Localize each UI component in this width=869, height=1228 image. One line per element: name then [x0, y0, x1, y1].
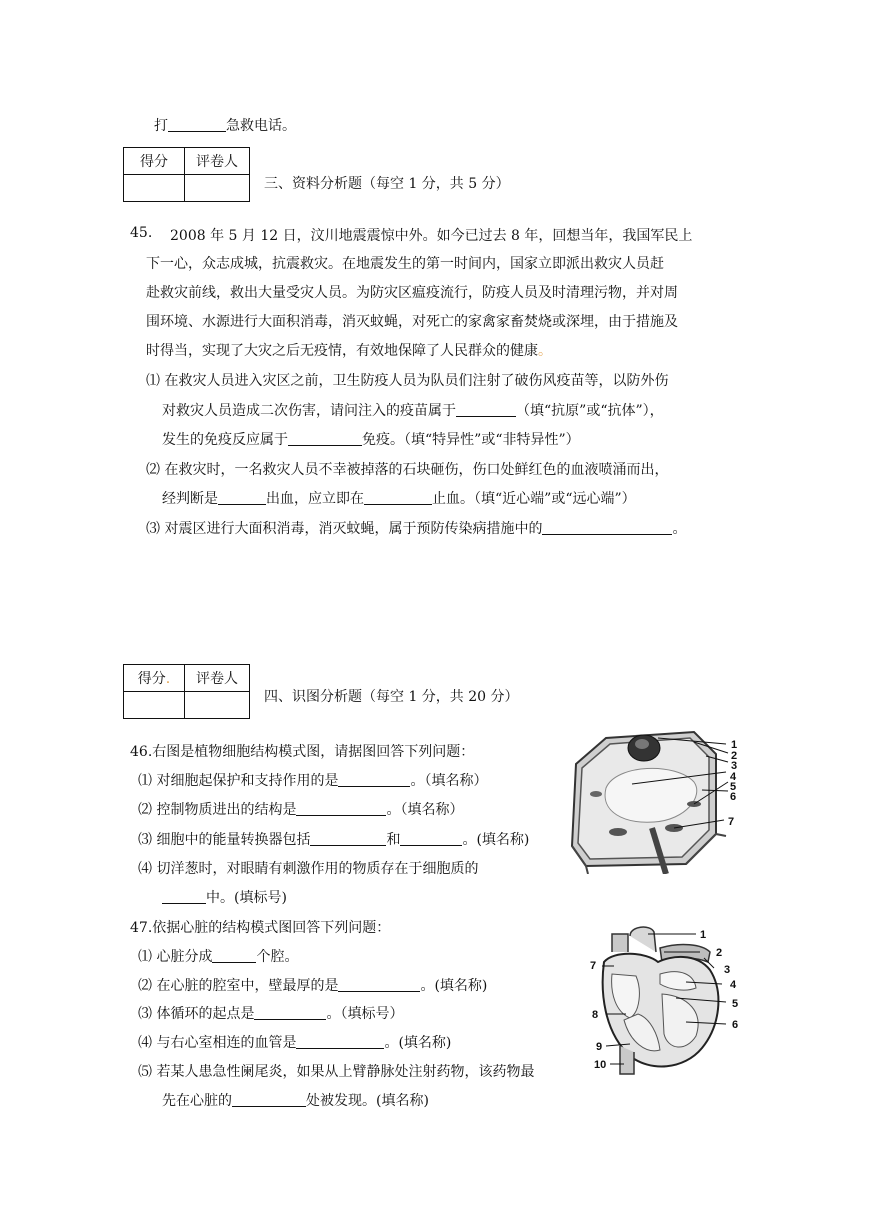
sub-question: ⑴ 对细胞起保护和支持作用的是 。（填名称）: [138, 773, 488, 789]
answer-blank[interactable]: [456, 402, 516, 417]
paragraph-line: 围环境、水源进行大面积消毒，消灭蚊蝇，对死亡的家禽家畜焚烧或深埋，由于措施及: [146, 314, 678, 330]
answer-blank[interactable]: [212, 948, 256, 963]
answer-blank[interactable]: [296, 801, 386, 816]
section-title: 四、识图分析题（每空 1 分，共 20 分）: [264, 689, 519, 705]
answer-blank[interactable]: [364, 490, 432, 505]
answer-blank[interactable]: [296, 1034, 384, 1049]
label-5: 5: [730, 781, 737, 793]
aorta: [630, 927, 656, 952]
sub-question: ⑶ 体循环的起点是 。（填标号）: [138, 1006, 404, 1022]
paragraph-line: 下一心，众志成城，抗震救灾。在地震发生的第一时间内，国家立即派出救灾人员赶: [146, 256, 664, 272]
paragraph-line: 赴救灾前线，救出大量受灾人员。为防灾区瘟疫流行，防疫人员及时清理污物，并对周: [146, 285, 678, 301]
label-5: 5: [732, 998, 739, 1010]
sub-question: ⑶ 细胞中的能量转换器包括 和 。(填名称): [138, 832, 530, 848]
sub-question: ⑶ 对震区进行大面积消毒，消灭蚊蝇，属于预防传染病措施中的 。: [146, 521, 687, 537]
question-title: 46.右图是植物细胞结构模式图，请据图回答下列问题：: [130, 744, 475, 760]
question-title: 47.依据心脏的结构模式图回答下列问题：: [130, 920, 391, 936]
plant-cell-figure: [566, 724, 770, 874]
sub-question-line: 经判断是 出血，应立即在 止血。（填“近心端”或“远心端”）: [162, 491, 636, 507]
label-1: 1: [731, 739, 738, 751]
sub-question-line: 先在心脏的 处被发现。(填名称): [162, 1093, 429, 1109]
score-cell[interactable]: [124, 692, 185, 719]
answer-blank[interactable]: [168, 117, 226, 132]
answer-blank[interactable]: [338, 977, 420, 992]
answer-blank[interactable]: [310, 831, 386, 846]
sub-question-line: 对救灾人员造成二次伤害，请问注入的疫苗属于 （填“抗原”或“抗体”），: [162, 403, 664, 419]
top-line: 打 急救电话。: [154, 118, 296, 134]
label-10: 10: [594, 1059, 607, 1071]
superior-vena-cava: [612, 934, 628, 952]
answer-blank[interactable]: [254, 1005, 326, 1020]
section-title: 三、资料分析题（每空 1 分，共 5 分）: [264, 176, 510, 192]
paragraph-line: 2008 年 5 月 12 日，汶川地震震惊中外。如今已过去 8 年，回想当年，我国军民上: [170, 228, 693, 244]
answer-blank[interactable]: [400, 831, 462, 846]
sub-question-line: 中。(填标号): [162, 887, 287, 907]
score-header: 得分: [124, 148, 185, 175]
label-6: 6: [730, 791, 737, 803]
answer-blank[interactable]: [288, 431, 362, 446]
question-number: 45.: [130, 225, 153, 241]
label-1: 1: [700, 929, 707, 941]
label-2: 2: [716, 947, 723, 959]
label-4: 4: [730, 979, 737, 991]
label-8: 8: [592, 1009, 599, 1021]
label-9: 9: [596, 1041, 603, 1053]
label-4: 4: [730, 771, 737, 783]
sub-question: ⑵ 在心脏的腔室中，壁最厚的是 。(填名称): [138, 978, 488, 994]
answer-blank[interactable]: [338, 772, 410, 787]
answer-blank[interactable]: [162, 889, 206, 904]
label-3: 3: [731, 760, 738, 772]
heart-figure: [590, 922, 750, 1082]
answer-blank[interactable]: [542, 520, 672, 535]
label-7: 7: [590, 960, 597, 972]
score-table: [123, 147, 250, 202]
sub-question: ⑷ 切洋葱时，对眼睛有刺激作用的物质存在于细胞质的: [138, 861, 479, 877]
sub-question: ⑸ 若某人患急性阑尾炎，如果从上臂静脉处注射药物，该药物最: [138, 1064, 535, 1080]
sub-question: ⑷ 与右心室相连的血管是 。(填名称): [138, 1035, 452, 1051]
sub-question: ⑴ 在救灾人员进入灾区之前，卫生防疫人员为队员们注射了破伤风疫苗等，以防外伤: [146, 373, 669, 389]
reviewer-cell[interactable]: [185, 175, 250, 202]
answer-blank[interactable]: [232, 1092, 306, 1107]
sub-question: ⑵ 在救灾时，一名救灾人员不幸被掉落的石块砸伤，伤口处鲜红色的血液喷涌而出，: [146, 462, 669, 478]
sub-question: ⑵ 控制物质进出的结构是 。（填名称）: [138, 802, 464, 818]
label-3: 3: [724, 964, 731, 976]
reviewer-cell[interactable]: [185, 692, 250, 719]
reviewer-header: 评卷人: [185, 665, 250, 692]
paragraph-line: 时得当，实现了大灾之后无疫情，有效地保障了人民群众的健康。: [146, 343, 552, 359]
sub-question: ⑴ 心脏分成 个腔。: [138, 949, 299, 965]
label-6: 6: [732, 1019, 739, 1031]
label-2: 2: [731, 750, 738, 762]
chloroplast: [609, 828, 627, 836]
label-7: 7: [728, 816, 735, 828]
reviewer-header: 评卷人: [185, 148, 250, 175]
score-cell[interactable]: [124, 175, 185, 202]
score-header: 得分.: [124, 665, 185, 692]
score-table: [123, 664, 250, 719]
sub-question-line: 发生的免疫反应属于 免疫。（填“特异性”或“非特异性”）: [162, 432, 580, 448]
answer-blank[interactable]: [218, 490, 266, 505]
